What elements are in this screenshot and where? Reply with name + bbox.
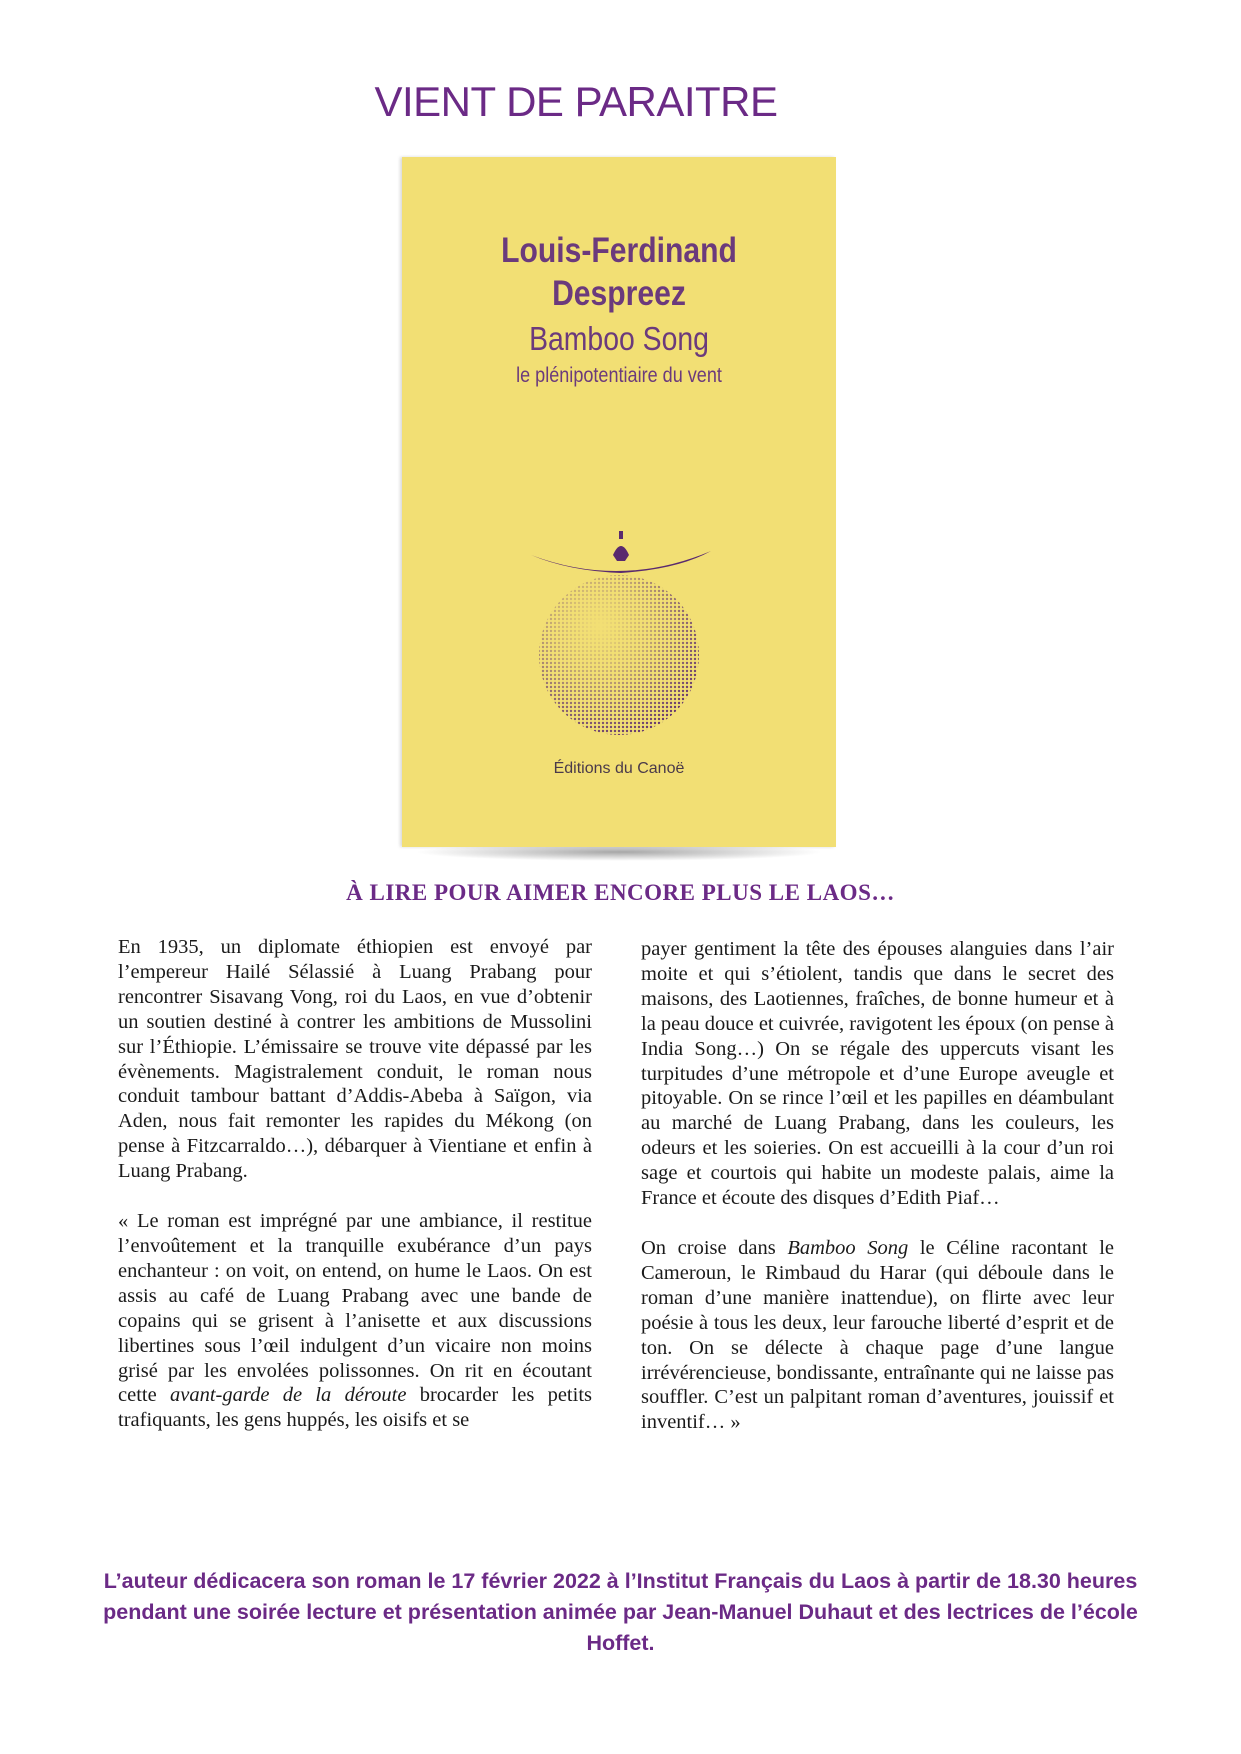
- boat-sphere-illustration: [529, 529, 713, 737]
- cover-author: [432, 229, 805, 315]
- event-announcement: L’auteur dédicacera son roman le 17 février 2022 à l’Institut Français du Laos à partir de 18.30 heures pendant une soirée lecture et présentation animée par Jean-Manuel Duhaut et des lectrices de l’école Hoffet.: [103, 1569, 1138, 1655]
- cover-face: [402, 157, 836, 847]
- book-cover: [402, 157, 836, 847]
- tagline: À LIRE POUR AIMER ENCORE PLUS LE LAOS…: [346, 880, 895, 905]
- cover-author-last-line: Despreez: [552, 274, 686, 313]
- left-paragraph-1: En 1935, un diplomate éthiopien est envoyé par l’empereur Hailé Sélassié à Luang Prabang pour rencontrer Sisavang Vong, roi du Laos, en vue d’obtenir un soutien destiné à contrer les ambitions de Mussolini sur l’Éthiopie. L’émissaire se trouve vite dépassé par les évènements. Magistralement conduit, le roman nous conduit tambour battant d’Addis-Abeba à Saïgon, via Aden, nous fait remonter les rapides du Mékong (on pense à Fitzcarraldo…), débarquer à Vientiane et enfin à Luang Prabang.: [118, 936, 592, 1183]
- cover-publisher: Éditions du Canoë: [553, 760, 685, 777]
- cover-title: Bamboo Song: [529, 320, 709, 357]
- page-headline: VIENT DE PARAITRE: [374, 78, 778, 125]
- right-paragraph-1: payer gentiment la tête des épouses alanguies dans l’air moite et qui s’étiolent, tandis que dans le secret des maisons, des Laotiennes, fraîches, de bonne humeur et à la peau douce et cuivrée, ravigotent les époux (on pense à India Song…) On se régale des uppercuts visant les turpitudes d’une métropole et d’une Europe aveugle et pitoyable. On se rince l’œil et les papilles en déambulant au marché de Luang Prabang, dans les couleurs, les odeurs et les soieries. On est accueilli à la cour d’un roi sage et courtois qui habite un modeste palais, aime la France et écoute des disques d’Edith Piaf…: [641, 938, 1115, 1210]
- cover-subtitle: le plénipotentiaire du vent: [516, 364, 722, 387]
- cover-author-first-line: Louis-Ferdinand: [501, 231, 737, 270]
- article-right-column: [641, 937, 1114, 1435]
- right-paragraph-2: On croise dans Bamboo Song le Céline racontant le Cameroun, le Rimbaud du Harar (qui déboule dans le roman d’une manière inattendue), on flirte avec leur poésie à tous les deux, leur farouche liberté d’esprit et de ton. On se délecte à chaque page d’une langue irrévérencieuse, bondissante, entraînante qui ne laisse pas souffler. C’est un palpitant roman d’aventures, jouissif et inventif… »: [641, 1236, 1114, 1434]
- article-left-column: [118, 935, 592, 1433]
- boat-figure: [613, 546, 629, 561]
- left-paragraph-2: « Le roman est imprégné par une ambiance, il restitue l’envoûtement et la tranquille exubérance d’un pays enchanteur : on voit, on entend, on hume le Laos. On est assis au café de Luang Prabang avec une bande de copains qui se grisent à l’anisette et aux discussions libertines sous l’œil indulgent d’un vicaire non moins grisé par les envolées polissonnes. On rit en écoutant cette avant-garde de la déroute brocarder les petits trafiquants, les gens huppés, les oisifs et se: [118, 1210, 593, 1432]
